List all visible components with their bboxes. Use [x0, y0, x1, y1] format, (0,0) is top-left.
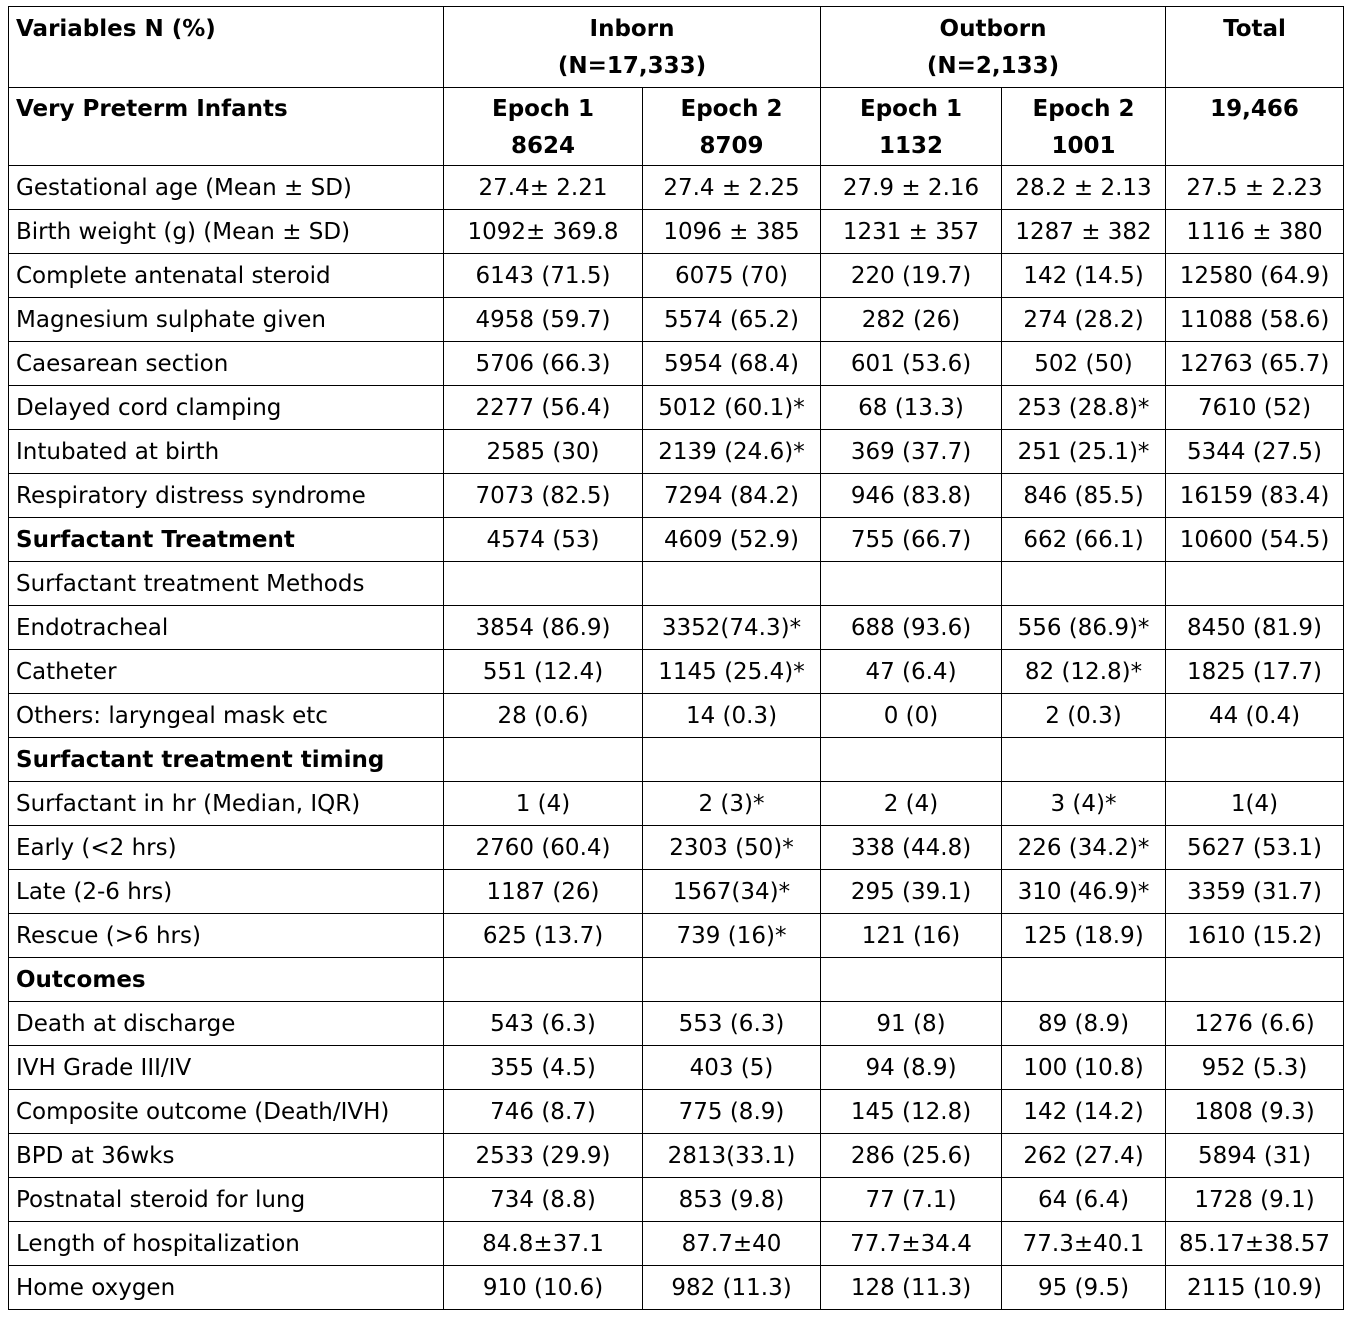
cell-inborn-epoch1: 734 (8.8)	[444, 1178, 643, 1222]
cell-inborn-epoch1: 6143 (71.5)	[444, 254, 643, 298]
table-row	[9, 606, 1344, 650]
cell-outborn-epoch1: 946 (83.8)	[821, 474, 1002, 518]
row-label: Length of hospitalization	[9, 1222, 444, 1266]
table-row	[9, 650, 1344, 694]
cell-outborn-epoch1: 688 (93.6)	[821, 606, 1002, 650]
cell-outborn-epoch2: 89 (8.9)	[1002, 1002, 1166, 1046]
cell-inborn-epoch1: 5706 (66.3)	[444, 342, 643, 386]
table-row	[9, 474, 1344, 518]
cell-inborn-epoch2: 553 (6.3)	[643, 1002, 821, 1046]
table-row	[9, 914, 1344, 958]
header-outborn-n: (N=2,133)	[926, 53, 1060, 79]
cell-inborn-epoch2: 5012 (60.1)*	[643, 386, 821, 430]
header-outborn-label: Outborn	[939, 16, 1047, 42]
cell-inborn-epoch1: 7073 (82.5)	[444, 474, 643, 518]
cell-outborn-epoch1: 601 (53.6)	[821, 342, 1002, 386]
cell-total: 952 (5.3)	[1166, 1046, 1344, 1090]
cell-outborn-epoch1	[821, 738, 1002, 782]
subheader-inborn-epoch1-label: Epoch 1	[492, 96, 594, 122]
row-label: Respiratory distress syndrome	[9, 474, 444, 518]
cell-inborn-epoch1	[444, 958, 643, 1002]
cell-outborn-epoch2: 502 (50)	[1002, 342, 1166, 386]
table-row	[9, 1134, 1344, 1178]
cell-outborn-epoch2: 125 (18.9)	[1002, 914, 1166, 958]
table-row	[9, 254, 1344, 298]
subheader-label: Very Preterm Infants	[9, 88, 444, 166]
cell-outborn-epoch2: 226 (34.2)*	[1002, 826, 1166, 870]
row-label: Surfactant treatment timing	[9, 738, 444, 782]
table-row	[9, 1046, 1344, 1090]
table-row	[9, 1178, 1344, 1222]
cell-inborn-epoch1: 1187 (26)	[444, 870, 643, 914]
row-label: Early (<2 hrs)	[9, 826, 444, 870]
cell-outborn-epoch1: 128 (11.3)	[821, 1266, 1002, 1310]
cell-outborn-epoch2	[1002, 738, 1166, 782]
cell-outborn-epoch2: 2 (0.3)	[1002, 694, 1166, 738]
cell-inborn-epoch2: 4609 (52.9)	[643, 518, 821, 562]
table-row	[9, 826, 1344, 870]
table-row	[9, 738, 1344, 782]
cell-inborn-epoch1: 2585 (30)	[444, 430, 643, 474]
row-label: Rescue (>6 hrs)	[9, 914, 444, 958]
subheader-inborn-epoch2-n: 8709	[699, 133, 764, 159]
subheader-outborn-epoch2-n: 1001	[1051, 133, 1116, 159]
cell-inborn-epoch2: 3352(74.3)*	[643, 606, 821, 650]
cell-inborn-epoch2	[643, 738, 821, 782]
row-label: Postnatal steroid for lung	[9, 1178, 444, 1222]
cell-total: 12580 (64.9)	[1166, 254, 1344, 298]
cell-total: 2115 (10.9)	[1166, 1266, 1344, 1310]
cell-inborn-epoch1	[444, 738, 643, 782]
table-row	[9, 298, 1344, 342]
subheader-inborn-epoch2-label: Epoch 2	[680, 96, 783, 122]
cell-inborn-epoch1: 746 (8.7)	[444, 1090, 643, 1134]
table-row	[9, 1002, 1344, 1046]
cell-inborn-epoch1: 355 (4.5)	[444, 1046, 643, 1090]
table-row	[9, 958, 1344, 1002]
table-row	[9, 210, 1344, 254]
row-label: Delayed cord clamping	[9, 386, 444, 430]
cell-inborn-epoch2: 1567(34)*	[643, 870, 821, 914]
cell-inborn-epoch2	[643, 958, 821, 1002]
cell-outborn-epoch2: 251 (25.1)*	[1002, 430, 1166, 474]
cell-outborn-epoch2: 64 (6.4)	[1002, 1178, 1166, 1222]
cell-total: 5344 (27.5)	[1166, 430, 1344, 474]
row-label: Surfactant treatment Methods	[9, 562, 444, 606]
cell-outborn-epoch1: 121 (16)	[821, 914, 1002, 958]
cell-outborn-epoch1: 1231 ± 357	[821, 210, 1002, 254]
table-row	[9, 386, 1344, 430]
cell-inborn-epoch1: 625 (13.7)	[444, 914, 643, 958]
row-label: Death at discharge	[9, 1002, 444, 1046]
cell-outborn-epoch2	[1002, 562, 1166, 606]
cell-inborn-epoch2: 2 (3)*	[643, 782, 821, 826]
subheader-outborn-epoch2	[1002, 88, 1166, 166]
cell-outborn-epoch2: 556 (86.9)*	[1002, 606, 1166, 650]
header-inborn-label: Inborn	[589, 16, 675, 42]
cell-inborn-epoch1: 2277 (56.4)	[444, 386, 643, 430]
cell-total: 16159 (83.4)	[1166, 474, 1344, 518]
cell-inborn-epoch2: 1145 (25.4)*	[643, 650, 821, 694]
row-label: Birth weight (g) (Mean ± SD)	[9, 210, 444, 254]
table-row	[9, 1090, 1344, 1134]
cell-inborn-epoch2: 7294 (84.2)	[643, 474, 821, 518]
row-label: Caesarean section	[9, 342, 444, 386]
table-row	[9, 694, 1344, 738]
cell-inborn-epoch1: 4958 (59.7)	[444, 298, 643, 342]
cell-total: 27.5 ± 2.23	[1166, 166, 1344, 210]
cell-outborn-epoch2: 846 (85.5)	[1002, 474, 1166, 518]
cell-outborn-epoch1: 338 (44.8)	[821, 826, 1002, 870]
cell-outborn-epoch1: 94 (8.9)	[821, 1046, 1002, 1090]
cell-total: 1728 (9.1)	[1166, 1178, 1344, 1222]
cell-inborn-epoch2	[643, 562, 821, 606]
subheader-outborn-epoch1	[821, 88, 1002, 166]
cell-outborn-epoch2: 82 (12.8)*	[1002, 650, 1166, 694]
cell-outborn-epoch1: 0 (0)	[821, 694, 1002, 738]
cell-total: 8450 (81.9)	[1166, 606, 1344, 650]
cell-total: 1276 (6.6)	[1166, 1002, 1344, 1046]
cell-outborn-epoch2: 262 (27.4)	[1002, 1134, 1166, 1178]
cell-inborn-epoch1: 4574 (53)	[444, 518, 643, 562]
cell-total: 1116 ± 380	[1166, 210, 1344, 254]
cell-outborn-epoch1	[821, 958, 1002, 1002]
cell-total	[1166, 738, 1344, 782]
table-container	[8, 6, 1344, 1310]
row-label: Composite outcome (Death/IVH)	[9, 1090, 444, 1134]
cell-inborn-epoch2: 5574 (65.2)	[643, 298, 821, 342]
subheader-total-n: 19,466	[1166, 88, 1344, 166]
cell-total: 5627 (53.1)	[1166, 826, 1344, 870]
data-table	[8, 6, 1344, 1310]
table-row	[9, 1222, 1344, 1266]
row-label: Magnesium sulphate given	[9, 298, 444, 342]
cell-total	[1166, 958, 1344, 1002]
header-variables: Variables N (%)	[9, 7, 444, 88]
table-row	[9, 870, 1344, 914]
cell-inborn-epoch2: 775 (8.9)	[643, 1090, 821, 1134]
cell-outborn-epoch2: 142 (14.5)	[1002, 254, 1166, 298]
cell-total: 1808 (9.3)	[1166, 1090, 1344, 1134]
subheader-inborn-epoch1	[444, 88, 643, 166]
cell-outborn-epoch1: 47 (6.4)	[821, 650, 1002, 694]
cell-total	[1166, 562, 1344, 606]
row-label: Others: laryngeal mask etc	[9, 694, 444, 738]
cell-total: 11088 (58.6)	[1166, 298, 1344, 342]
row-label: Endotracheal	[9, 606, 444, 650]
cell-total: 1610 (15.2)	[1166, 914, 1344, 958]
cell-inborn-epoch2: 1096 ± 385	[643, 210, 821, 254]
cell-inborn-epoch1: 3854 (86.9)	[444, 606, 643, 650]
cell-inborn-epoch2: 853 (9.8)	[643, 1178, 821, 1222]
cell-total: 10600 (54.5)	[1166, 518, 1344, 562]
cell-outborn-epoch2	[1002, 958, 1166, 1002]
cell-inborn-epoch1: 1092± 369.8	[444, 210, 643, 254]
row-label: Surfactant in hr (Median, IQR)	[9, 782, 444, 826]
cell-outborn-epoch2: 253 (28.8)*	[1002, 386, 1166, 430]
cell-total: 12763 (65.7)	[1166, 342, 1344, 386]
cell-inborn-epoch2: 5954 (68.4)	[643, 342, 821, 386]
cell-outborn-epoch1: 27.9 ± 2.16	[821, 166, 1002, 210]
cell-total: 44 (0.4)	[1166, 694, 1344, 738]
row-label: Late (2-6 hrs)	[9, 870, 444, 914]
cell-outborn-epoch2: 3 (4)*	[1002, 782, 1166, 826]
row-label: Gestational age (Mean ± SD)	[9, 166, 444, 210]
cell-inborn-epoch2: 87.7±40	[643, 1222, 821, 1266]
cell-outborn-epoch1: 68 (13.3)	[821, 386, 1002, 430]
table-row	[9, 430, 1344, 474]
cell-outborn-epoch1: 755 (66.7)	[821, 518, 1002, 562]
cell-total: 1825 (17.7)	[1166, 650, 1344, 694]
cell-outborn-epoch2: 142 (14.2)	[1002, 1090, 1166, 1134]
cell-inborn-epoch1: 84.8±37.1	[444, 1222, 643, 1266]
cell-outborn-epoch1: 91 (8)	[821, 1002, 1002, 1046]
table-row	[9, 166, 1344, 210]
header-row	[9, 7, 1344, 88]
cell-outborn-epoch1: 369 (37.7)	[821, 430, 1002, 474]
cell-outborn-epoch2: 662 (66.1)	[1002, 518, 1166, 562]
subheader-outborn-epoch1-label: Epoch 1	[860, 96, 962, 122]
cell-total: 1(4)	[1166, 782, 1344, 826]
cell-inborn-epoch1: 2760 (60.4)	[444, 826, 643, 870]
row-label: Outcomes	[9, 958, 444, 1002]
header-inborn-n: (N=17,333)	[557, 53, 707, 79]
row-label: BPD at 36wks	[9, 1134, 444, 1178]
cell-inborn-epoch2: 2813(33.1)	[643, 1134, 821, 1178]
cell-outborn-epoch1: 145 (12.8)	[821, 1090, 1002, 1134]
table-row	[9, 782, 1344, 826]
cell-inborn-epoch1	[444, 562, 643, 606]
cell-outborn-epoch2: 28.2 ± 2.13	[1002, 166, 1166, 210]
header-inborn	[444, 7, 821, 88]
cell-inborn-epoch1: 910 (10.6)	[444, 1266, 643, 1310]
row-label: IVH Grade III/IV	[9, 1046, 444, 1090]
cell-inborn-epoch1: 27.4± 2.21	[444, 166, 643, 210]
row-label: Catheter	[9, 650, 444, 694]
cell-total: 5894 (31)	[1166, 1134, 1344, 1178]
cell-outborn-epoch1: 220 (19.7)	[821, 254, 1002, 298]
row-label: Complete antenatal steroid	[9, 254, 444, 298]
row-label: Home oxygen	[9, 1266, 444, 1310]
cell-inborn-epoch2: 403 (5)	[643, 1046, 821, 1090]
header-outborn	[821, 7, 1166, 88]
cell-outborn-epoch1: 77 (7.1)	[821, 1178, 1002, 1222]
table-row	[9, 562, 1344, 606]
cell-inborn-epoch2: 2303 (50)*	[643, 826, 821, 870]
cell-outborn-epoch2: 100 (10.8)	[1002, 1046, 1166, 1090]
cell-inborn-epoch2: 6075 (70)	[643, 254, 821, 298]
cell-outborn-epoch1: 2 (4)	[821, 782, 1002, 826]
cell-inborn-epoch2: 982 (11.3)	[643, 1266, 821, 1310]
subheader-inborn-epoch1-n: 8624	[510, 133, 575, 159]
cell-inborn-epoch2: 2139 (24.6)*	[643, 430, 821, 474]
cell-outborn-epoch1: 286 (25.6)	[821, 1134, 1002, 1178]
cell-outborn-epoch1: 295 (39.1)	[821, 870, 1002, 914]
cell-outborn-epoch2: 310 (46.9)*	[1002, 870, 1166, 914]
subheader-inborn-epoch2	[643, 88, 821, 166]
cell-total: 3359 (31.7)	[1166, 870, 1344, 914]
cell-inborn-epoch2: 739 (16)*	[643, 914, 821, 958]
cell-outborn-epoch2: 274 (28.2)	[1002, 298, 1166, 342]
cell-inborn-epoch1: 551 (12.4)	[444, 650, 643, 694]
cell-outborn-epoch2: 1287 ± 382	[1002, 210, 1166, 254]
cell-outborn-epoch1	[821, 562, 1002, 606]
table-row	[9, 342, 1344, 386]
row-label: Intubated at birth	[9, 430, 444, 474]
header-total: Total	[1166, 7, 1344, 88]
cell-inborn-epoch1: 543 (6.3)	[444, 1002, 643, 1046]
subheader-outborn-epoch1-n: 1132	[878, 133, 943, 159]
cell-inborn-epoch1: 1 (4)	[444, 782, 643, 826]
subheader-outborn-epoch2-label: Epoch 2	[1032, 96, 1135, 122]
cell-outborn-epoch1: 282 (26)	[821, 298, 1002, 342]
table-body	[9, 7, 1344, 1310]
cell-outborn-epoch1: 77.7±34.4	[821, 1222, 1002, 1266]
cell-total: 85.17±38.57	[1166, 1222, 1344, 1266]
cell-inborn-epoch2: 14 (0.3)	[643, 694, 821, 738]
cell-inborn-epoch1: 2533 (29.9)	[444, 1134, 643, 1178]
cell-outborn-epoch2: 95 (9.5)	[1002, 1266, 1166, 1310]
cell-inborn-epoch1: 28 (0.6)	[444, 694, 643, 738]
cell-total: 7610 (52)	[1166, 386, 1344, 430]
row-label: Surfactant Treatment	[9, 518, 444, 562]
table-row	[9, 1266, 1344, 1310]
subheader-row	[9, 88, 1344, 166]
cell-inborn-epoch2: 27.4 ± 2.25	[643, 166, 821, 210]
cell-outborn-epoch2: 77.3±40.1	[1002, 1222, 1166, 1266]
table-row	[9, 518, 1344, 562]
